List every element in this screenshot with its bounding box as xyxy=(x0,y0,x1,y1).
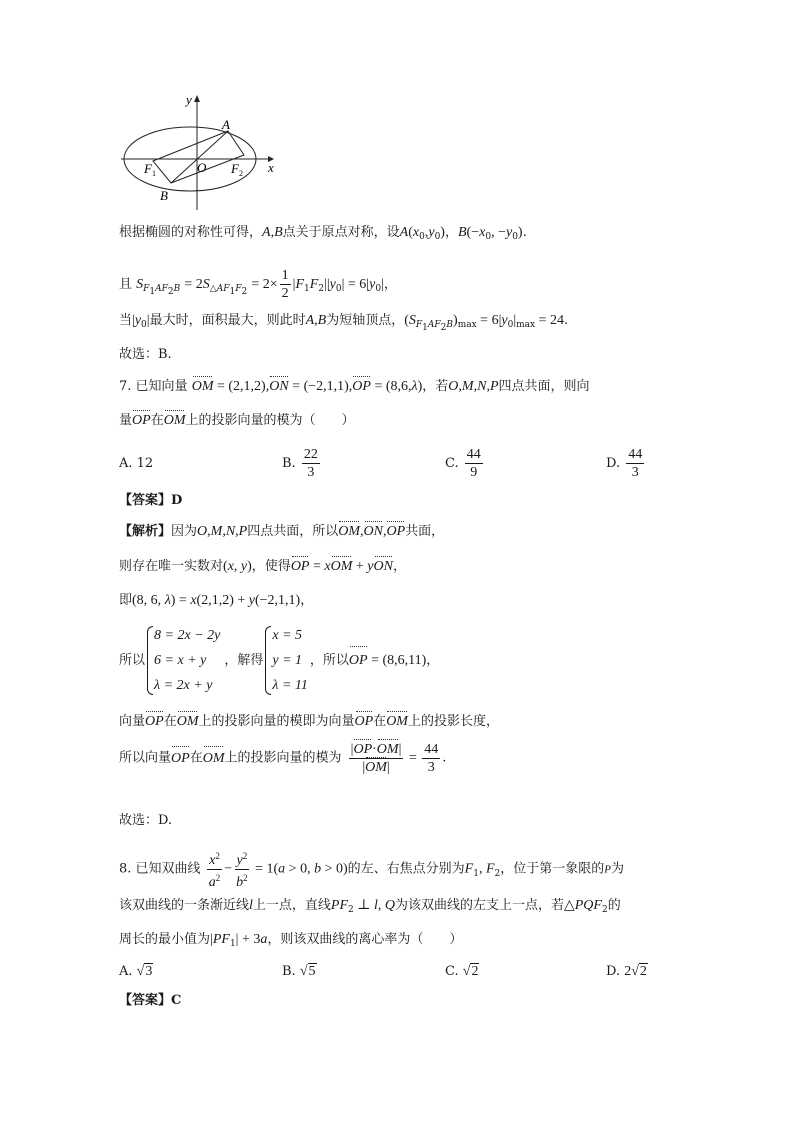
q7-analysis-line1: 【解析】因为O,M,N,P四点共面，所以OM,ON,OP共面， xyxy=(119,524,445,539)
q8-answer: 【答案】C xyxy=(119,993,182,1008)
ellipse-figure xyxy=(118,88,283,213)
q7-option-c: C. $\frac{44}{9}$ xyxy=(445,447,481,480)
label-F2: $F_2$ xyxy=(231,161,243,178)
q7-analysis-line3: 即(8, 6, λ) = x(2,1,2) + y(−2,1,1)， xyxy=(119,593,314,608)
q7-stem-line1: 7. 已知向量 OM = (2,1,2),ON = (−2,1,1),OP = (8,6,λ)，若O,M,N,P四点共面，则向 xyxy=(119,379,590,394)
label-A: A xyxy=(222,117,230,132)
q7-stem-line2: 量OP在OM上的投影向量的模为（ ） xyxy=(119,413,355,428)
label-B: B xyxy=(160,188,168,203)
q7-analysis-line5: 向量OP在OM上的投影向量的模即为向量OP在OM上的投影长度， xyxy=(119,714,499,729)
label-O: O xyxy=(197,160,207,175)
label-F1: $F_1$ xyxy=(144,161,156,178)
symmetry-line: 根据椭圆的对称性可得，A,B点关于原点对称，设$A(x_0,y_0)$，$B(-x_0$, $-y_0$). xyxy=(119,225,527,242)
q8-option-a: A. √3 xyxy=(119,964,153,979)
q7-choice: 故选：D. xyxy=(119,813,173,828)
q7-answer: 【答案】D xyxy=(119,493,183,508)
q8-option-d: D. 2√2 xyxy=(606,964,647,979)
max-line: 当$|y_0|$最大时，面积最大，则此时A,B为短轴顶点，$(S_{F_1AF_2B})_{max} = 6|y_0|_{max} = 24$. xyxy=(119,313,569,333)
q8-option-b: B. √5 xyxy=(282,964,316,979)
q8-option-c: C. √2 xyxy=(445,964,479,979)
y-axis-arrow xyxy=(194,95,200,102)
label-y: y xyxy=(186,92,192,107)
label-x: x xyxy=(268,160,274,175)
area-line: 且 $S_{F_1AF_2B} = 2S_{\triangle AF_1F_2} = 2\times$ $\frac{1}{2}$ $|F_1F_2||y_0| = 6|y_0|$， xyxy=(119,268,397,301)
q8-stem-line3: 周长的最小值为$|PF_1| + 3a$，则该双曲线的离心率为（ ） xyxy=(119,932,463,949)
q8-stem-line2: 该双曲线的一条渐近线l上一点，直线$PF_2$ ⊥ l, Q为该双曲线的左支上一点，若$\triangle PQF_2$的 xyxy=(119,898,621,915)
q7-option-a: A. 12 xyxy=(119,456,154,471)
q8-stem-line1: 8. 已知双曲线 $\frac{x^2}{a^2}$ − $\frac{y^2}{b^2}$ = 1(a > 0, b > 0)的左、右焦点分别为$F_1$, $F_2$，位于第一象限的P为 xyxy=(119,848,624,891)
prev-choice: 故选：B. xyxy=(119,347,172,362)
q7-analysis-line2: 则存在唯一实数对(x, y)，使得OP = xOM + yON， xyxy=(119,559,406,574)
q7-analysis-line6: 所以向量OP在OM上的投影向量的模为 $\frac{|OP\cdot OM|}{|OM|}$ = $\frac{44}{3}$ . xyxy=(119,742,447,775)
q7-analysis-system: 所以 8 = 2x − 2y 6 = x + y λ = 2x + y ，解得 x = 5 y = 1 λ = 11 ，所以OP = (8,6,11)， xyxy=(119,623,439,698)
q7-option-b: B. $\frac{22}{3}$ xyxy=(282,447,318,480)
q7-option-d: D. $\frac{44}{3}$ xyxy=(606,447,643,480)
